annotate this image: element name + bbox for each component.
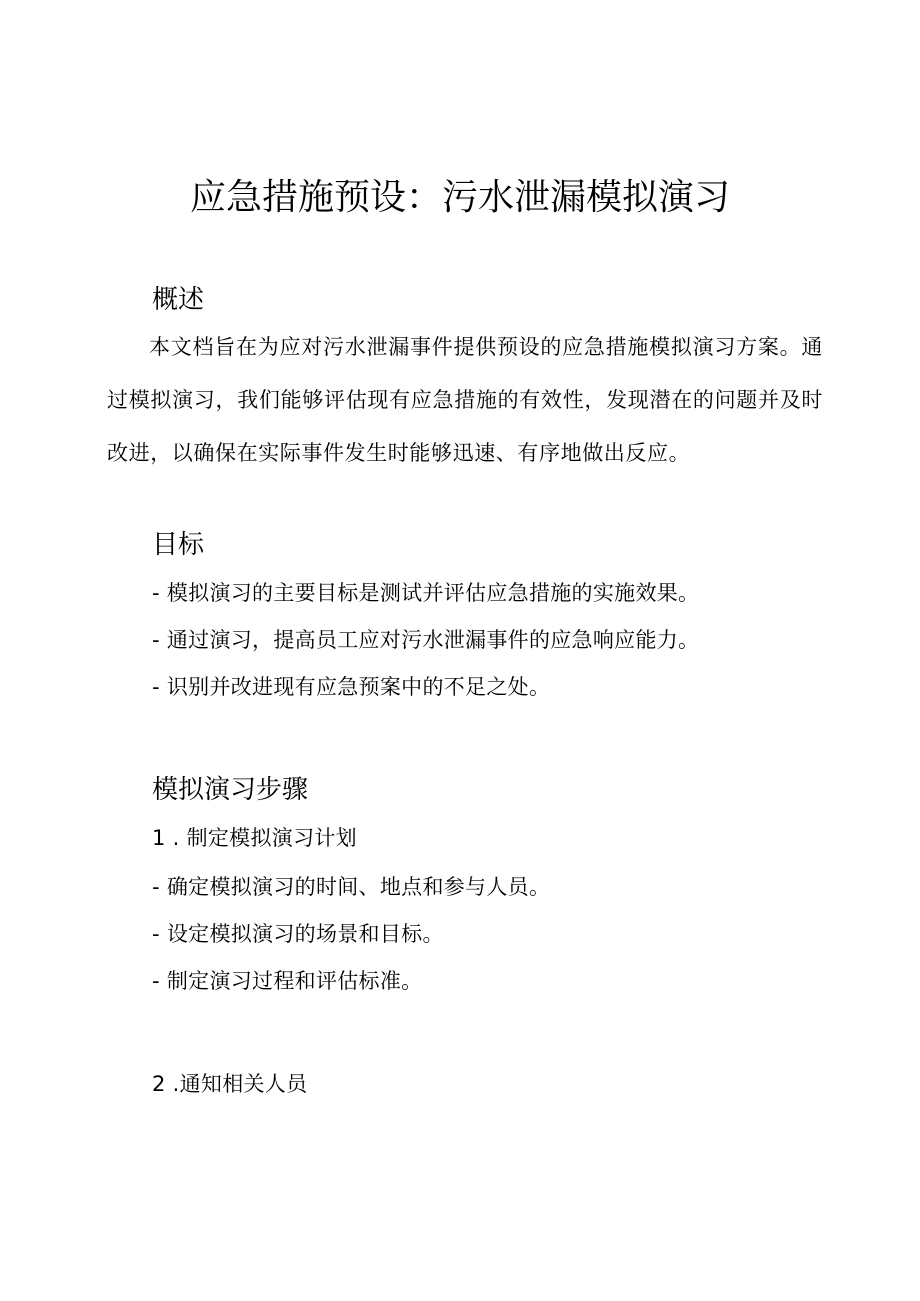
- steps-heading: 模拟演习步骤: [152, 775, 309, 805]
- document-title: 应急措施预设：污水泄漏模拟演习: [189, 177, 730, 218]
- step-2-label: 2 .通知相关人员: [152, 1072, 308, 1096]
- step-1-item: - 制定演习过程和评估标准。: [152, 969, 423, 993]
- overview-paragraph: 本文档旨在为应对污水泄漏事件提供预设的应急措施模拟演习方案。通过模拟演习，我们能够评估现有应急措施的有效性，发现潜在的问题并及时改进，以确保在实际事件发生时能够迅速、有序地做出反应。: [107, 335, 823, 465]
- overview-heading: 概述: [152, 285, 205, 315]
- goal-item: - 模拟演习的主要目标是测试并评估应急措施的实施效果。: [152, 581, 700, 605]
- goal-item: - 通过演习，提高员工应对污水泄漏事件的应急响应能力。: [152, 628, 700, 652]
- goal-item: - 识别并改进现有应急预案中的不足之处。: [152, 675, 551, 699]
- step-1-label: 1 . 制定模拟演习计划: [152, 826, 357, 850]
- step-1-item: - 设定模拟演习的场景和目标。: [152, 922, 444, 946]
- goals-heading: 目标: [152, 530, 205, 560]
- step-1-item: - 确定模拟演习的时间、地点和参与人员。: [152, 875, 551, 899]
